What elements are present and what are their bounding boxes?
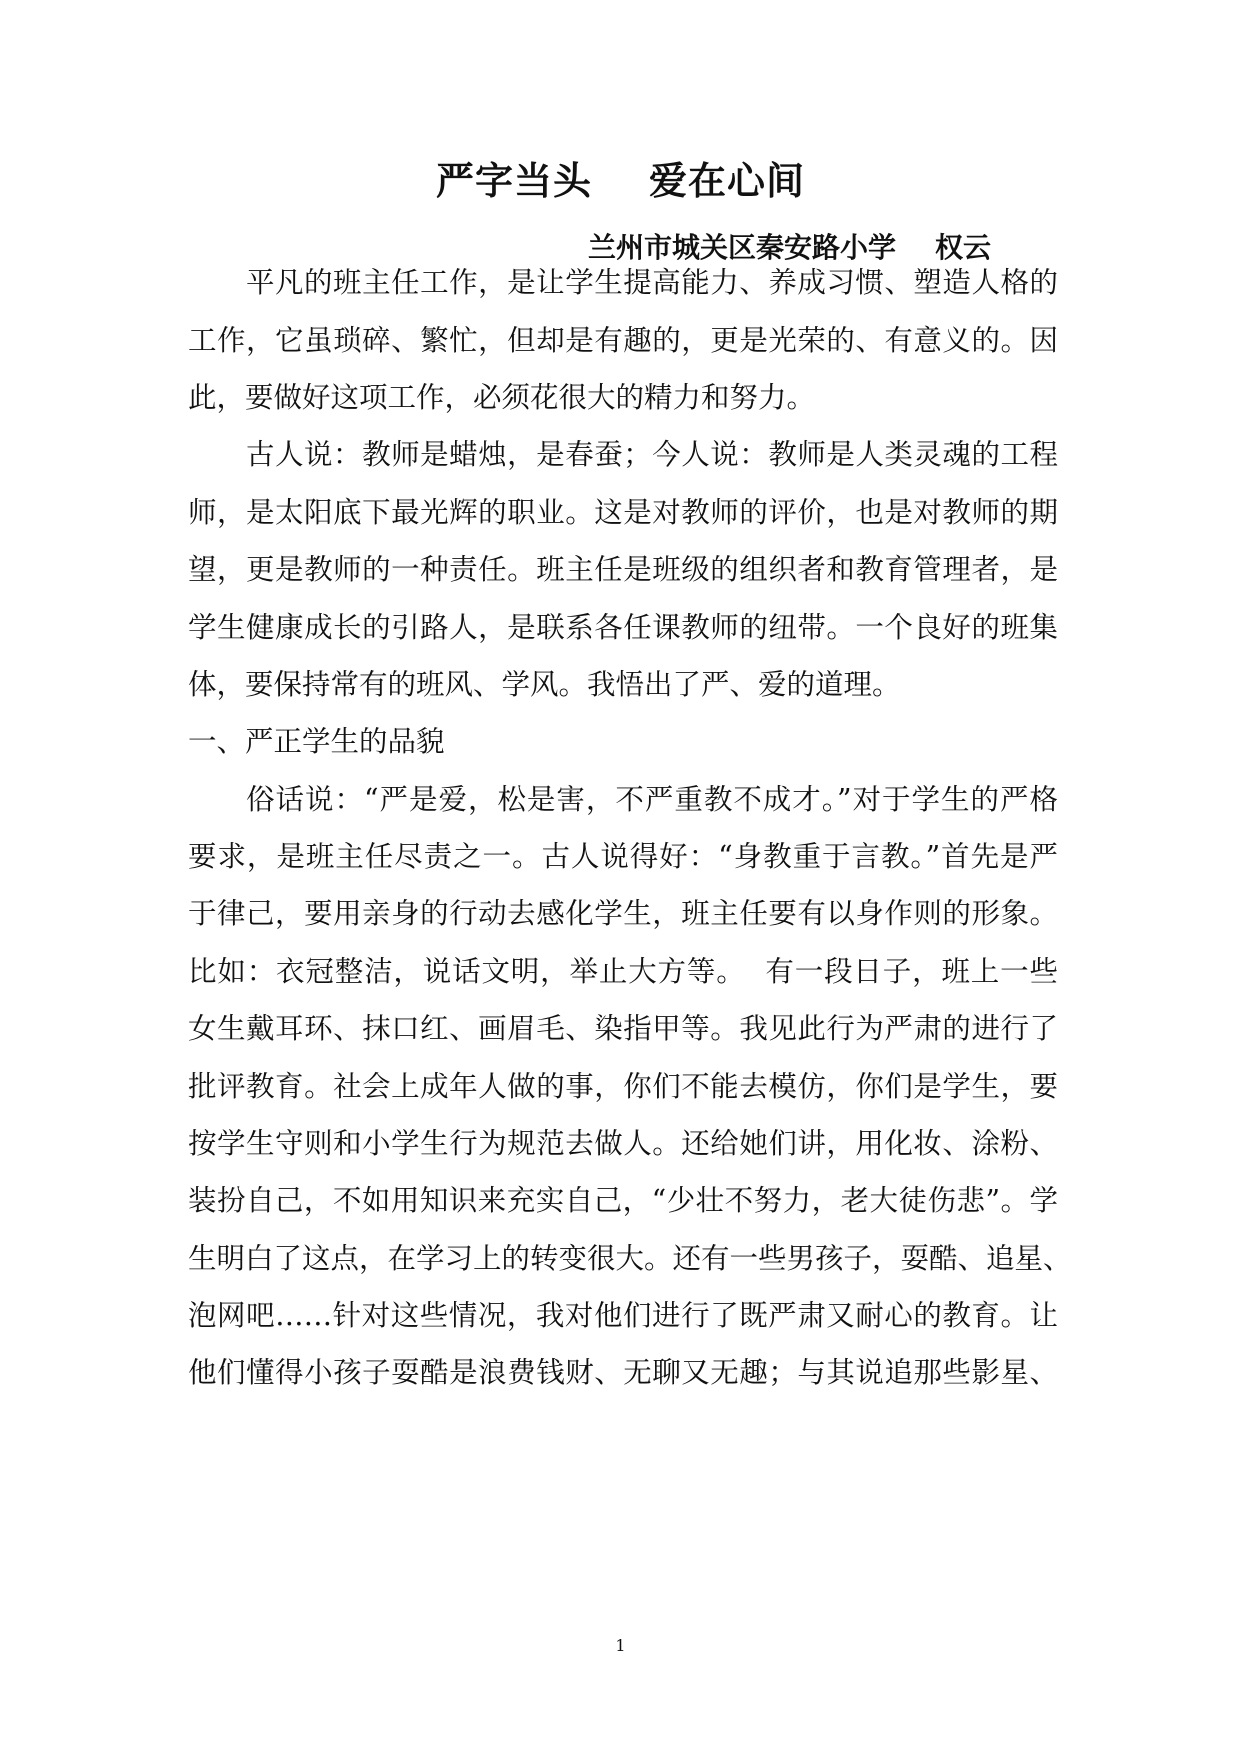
paragraph-line: 按学生守则和小学生行为规范去做人。还给她们讲，用化妆、涂粉、 [188,1127,1058,1160]
paragraph-line: 此，要做好这项工作，必须花很大的精力和努力。 [188,381,816,414]
paragraph-line: 比如：衣冠整洁，说话文明，举止大方等。 有一段日子，班上一些 [188,955,1058,988]
paragraph-line: 要求，是班主任尽责之一。古人说得好：“身教重于言教。”首先是严 [188,840,1058,873]
author-line: 兰州市城关区秦安路小学 权云 [588,231,991,264]
paragraph-line: 生明白了这点，在学习上的转变很大。还有一些男孩子，耍酷、追星、 [188,1242,1072,1275]
paragraph-line: 古人说：教师是蜡烛，是春蚕；今人说：教师是人类灵魂的工程 [246,438,1058,471]
paragraph-line: 他们懂得小孩子耍酷是浪费钱财、无聊又无趣；与其说追那些影星、 [188,1356,1058,1389]
page-number: 1 [615,1636,626,1655]
paragraph-line: 装扮自己，不如用知识来充实自己，“少壮不努力，老大徒伤悲”。学 [188,1184,1058,1217]
paragraph-line: 工作，它虽琐碎、繁忙，但却是有趣的，更是光荣的、有意义的。因 [188,324,1058,357]
paragraph-line: 女生戴耳环、抹口红、画眉毛、染指甲等。我见此行为严肃的进行了 [188,1012,1058,1045]
paragraph-line: 泡网吧……针对这些情况，我对他们进行了既严肃又耐心的教育。让 [188,1299,1058,1332]
paragraph-line: 学生健康成长的引路人，是联系各任课教师的纽带。一个良好的班集 [188,611,1058,644]
paragraph-line: 于律己，要用亲身的行动去感化学生，班主任要有以身作则的形象。 [188,897,1058,930]
paragraph-line: 平凡的班主任工作，是让学生提高能力、养成习惯、塑造人格的 [246,266,1058,299]
paragraph-line: 俗话说：“严是爱，松是害，不严重教不成才。”对于学生的严格 [246,783,1058,816]
paragraph-line: 体，要保持常有的班风、学风。我悟出了严、爱的道理。 [188,668,901,701]
paragraph-line: 望，更是教师的一种责任。班主任是班级的组织者和教育管理者，是 [188,553,1058,586]
section-heading: 一、严正学生的品貌 [188,725,445,758]
paragraph-line: 批评教育。社会上成年人做的事，你们不能去模仿，你们是学生，要 [188,1070,1058,1103]
paragraph-line: 师，是太阳底下最光辉的职业。这是对教师的评价，也是对教师的期 [188,496,1058,529]
document-title: 严字当头 爱在心间 [436,158,805,203]
